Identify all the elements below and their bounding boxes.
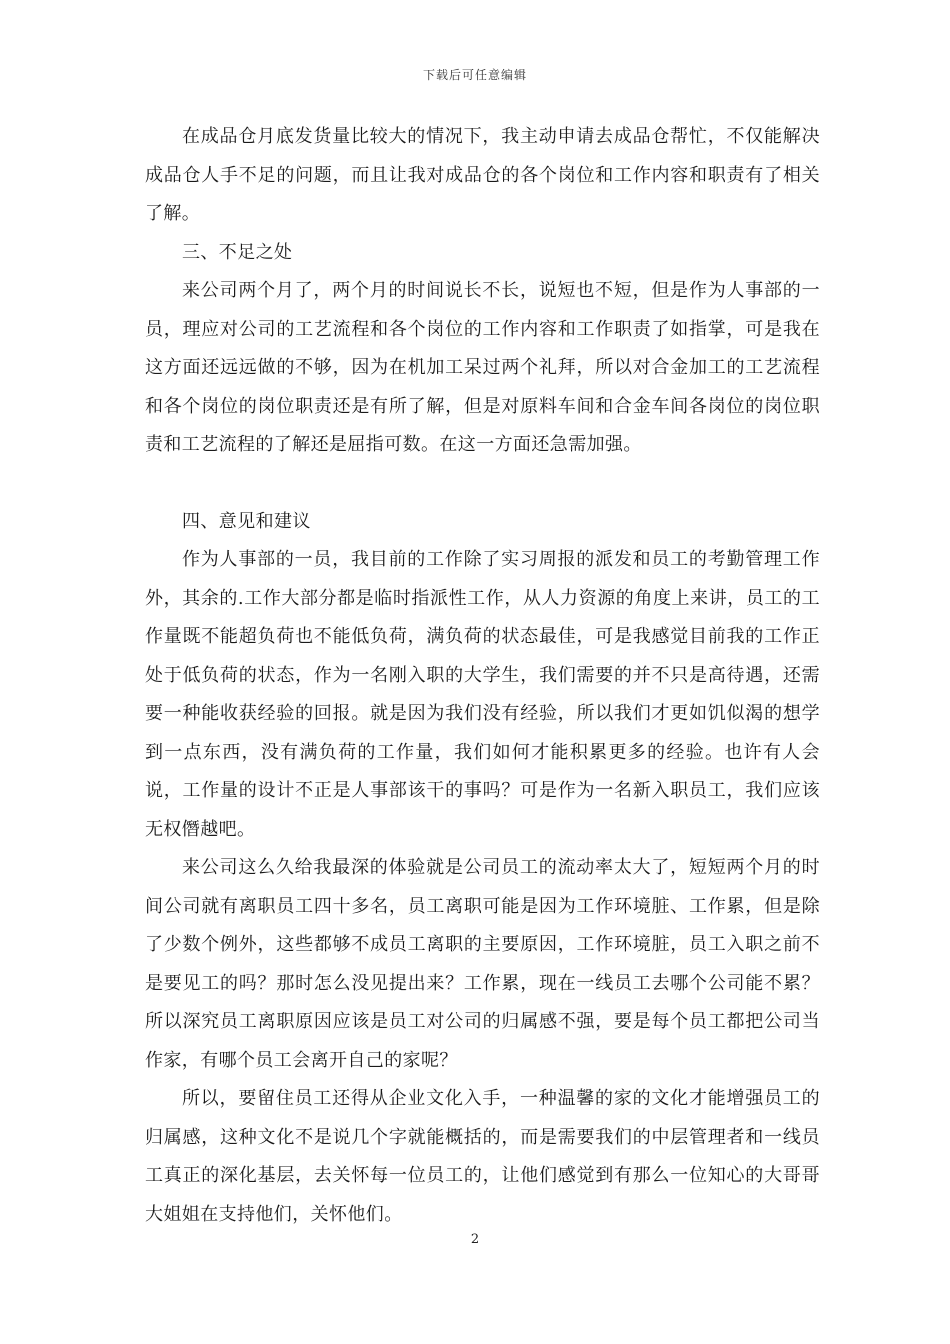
- document-body: [145, 118, 820, 1234]
- paragraph-finished-goods-warehouse: 在成品仓月底发货量比较大的情况下，我主动申请去成品仓帮忙，不仅能解决成品仓人手不足的问题，而且让我对成品仓的各个岗位和工作内容和职责有了相关了解。: [145, 126, 820, 224]
- section-heading-suggestions: 四、意见和建议: [182, 510, 311, 532]
- paragraph-turnover: 来公司这么久给我最深的体验就是公司员工的流动率太大了，短短两个月的时间公司就有离职员工四十多名，员工离职可能是因为工作环境脏、工作累，但是除了少数个例外，这些都够不成员工离职的主要原因，工作环境脏，员工入职之前不是要见工的吗？那时怎么没见提出来？工作累，现在一线员工去哪个公司能不累？所以深究员工离职原因应该是员工对公司的归属感不强，要是每个员工都把公司当作家，有哪个员工会离开自己的家呢？: [145, 857, 820, 1071]
- blank-line: [145, 465, 820, 503]
- page-number: 2: [470, 1232, 480, 1247]
- paragraph-corporate-culture: 所以，要留住员工还得从企业文化入手，一种温馨的家的文化才能增强员工的归属感，这种文化不是说几个字就能概括的，而是需要我们的中层管理者和一线员工真正的深化基层，去关怀每一位员工的，让他们感觉到有那么一位知心的大哥哥大姐姐在支持他们，关怀他们。: [145, 1088, 820, 1225]
- paragraph-workload: 作为人事部的一员，我目前的工作除了实习周报的派发和员工的考勤管理工作外，其余的.工作大部分都是临时指派性工作，从人力资源的角度上来讲，员工的工作量既不能超负荷也不能低负荷，满负荷的状态最佳，可是我感觉目前我的工作正处于低负荷的状态，作为一名刚入职的大学生，我们需要的并不只是高待遇，还需要一种能收获经验的回报。就是因为我们没有经验，所以我们才更如饥似渴的想学到一点东西，没有满负荷的工作量，我们如何才能积累更多的经验。也许有人会说，工作量的设计不正是人事部该干的事吗？可是作为一名新入职员工，我们应该无权僭越吧。: [145, 549, 820, 840]
- section-heading-shortcomings: 三、不足之处: [182, 241, 293, 263]
- page-header: 下载后可任意编辑: [422, 68, 527, 82]
- paragraph-shortcomings: 来公司两个月了，两个月的时间说长不长，说短也不短，但是作为人事部的一员，理应对公司的工艺流程和各个岗位的工作内容和工作职责了如指掌，可是我在这方面还远远做的不够，因为在机加工呆过两个礼拜，所以对合金加工的工艺流程和各个岗位的岗位职责还是有所了解，但是对原料车间和合金车间各岗位的岗位职责和工艺流程的了解还是屈指可数。在这一方面还急需加强。: [145, 280, 820, 455]
